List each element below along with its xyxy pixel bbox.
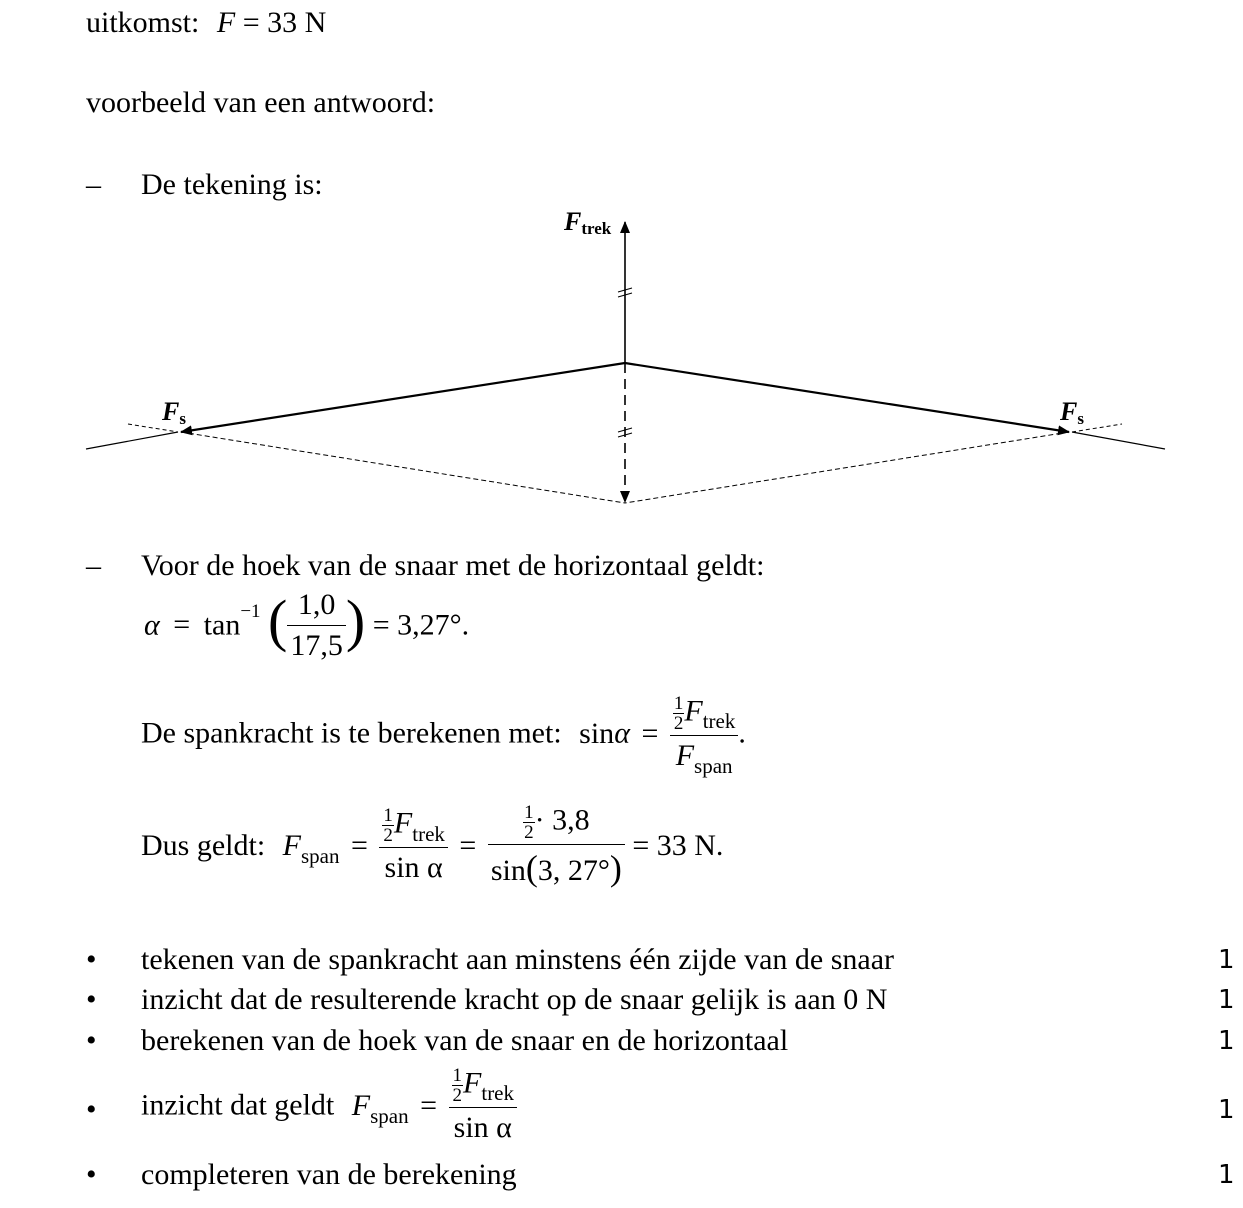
frac-den: $F_{span}$ [675, 739, 733, 778]
fraction [670, 693, 738, 778]
frac-den: sin(3, 27°) [490, 848, 622, 888]
step1-text: De tekening is: [141, 168, 323, 201]
tan-text: tan [203, 608, 241, 642]
label-f-s-left: Fs [162, 397, 186, 428]
half: $\frac{1}{2}$ [452, 1065, 463, 1106]
step3-text: De spankracht is te berekenen met: [141, 716, 562, 750]
criterion-4 [141, 1066, 517, 1146]
bullet: • [86, 983, 97, 1016]
fspan-lhs: $F_{span}$ [351, 1088, 409, 1128]
fraction [287, 588, 346, 663]
frac-den: 17,5 [290, 628, 343, 662]
frac-num: $\frac{1}{2}$ $F_{trek}$ [379, 806, 447, 848]
force-right-arrow [625, 363, 1069, 432]
string-right-outer [1072, 432, 1165, 449]
bullet: • [86, 1158, 97, 1191]
result-var: F [216, 6, 236, 39]
parallelogram-right [625, 432, 1069, 503]
bullet: • [86, 1093, 97, 1126]
fraction-2 [488, 803, 625, 889]
example-heading: voorbeeld van een antwoord: [86, 86, 436, 119]
alpha-result: = 3,27°. [372, 608, 470, 642]
string-left-outer [86, 432, 178, 449]
eq-sign: = [459, 828, 477, 862]
fraction [449, 1066, 517, 1146]
frac-num: $\frac{1}{2}$ · 3,8 [488, 803, 625, 845]
formula-sin [141, 693, 746, 778]
frac-num: 1,0 [287, 588, 346, 626]
sin-text: sin [579, 716, 615, 750]
fspan-result: = 33 N. [632, 828, 724, 862]
fraction-1 [379, 806, 447, 886]
frac-num: $\frac{1}{2}$ $F_{trek}$ [449, 1066, 517, 1108]
paren-left: ( [268, 588, 288, 654]
result-value: 33 N [267, 6, 327, 39]
force-diagram [0, 0, 1243, 520]
bullet: • [86, 943, 97, 976]
alpha-symbol: α [614, 716, 630, 750]
step4-text: Dus geldt: [141, 828, 266, 862]
eq-sign: = [173, 608, 191, 642]
paren-right: ) [345, 588, 366, 654]
criterion-4-text: inzicht dat geldt [141, 1088, 335, 1122]
eq-sign: = [351, 828, 368, 862]
step2-text: Voor de hoek van de snaar met de horizontaal geldt: [141, 549, 765, 582]
eq-sign: = [641, 716, 659, 750]
frac-num: $\frac{1}{2}$ $F_{trek}$ [670, 694, 738, 736]
formula-fspan [141, 803, 723, 889]
half: $\frac{1}{2}$ [383, 805, 393, 847]
force-left-arrow [181, 363, 625, 432]
bullet: • [86, 1024, 97, 1057]
dash-marker: – [86, 549, 101, 582]
alpha-symbol: α [144, 608, 160, 642]
score-5: 1 [1218, 1160, 1235, 1190]
half: $\frac{1}{2}$ [673, 693, 684, 734]
criterion-2: inzicht dat de resulterende kracht op de snaar gelijk is aan 0 N [141, 983, 888, 1016]
result-label: uitkomst: [86, 6, 200, 39]
score-4: 1 [1218, 1095, 1235, 1125]
formula-alpha [144, 588, 469, 663]
eq-sign: = [420, 1088, 438, 1122]
frac-den: sin α [384, 851, 443, 885]
half: $\frac{1}{2}$ [524, 802, 534, 843]
score-3: 1 [1218, 1026, 1235, 1056]
score-1: 1 [1218, 945, 1235, 975]
inverse-sup: −1 [240, 600, 261, 622]
fspan-lhs: $F_{span}$ [282, 828, 340, 868]
dash-marker: – [86, 168, 101, 201]
criterion-3: berekenen van de hoek van de snaar en de horizontaal [141, 1024, 789, 1057]
label-f-s-right: Fs [1060, 397, 1084, 428]
parallelogram-left [181, 432, 625, 503]
criterion-5: completeren van de berekening [141, 1158, 517, 1191]
result-eq: = [242, 6, 260, 39]
label-f-trek: Ftrek [564, 207, 612, 238]
score-2: 1 [1218, 985, 1235, 1015]
criterion-1: tekenen van de spankracht aan minstens één zijde van de snaar [141, 943, 895, 976]
period: . [738, 716, 746, 750]
frac-den: sin α [453, 1111, 512, 1144]
